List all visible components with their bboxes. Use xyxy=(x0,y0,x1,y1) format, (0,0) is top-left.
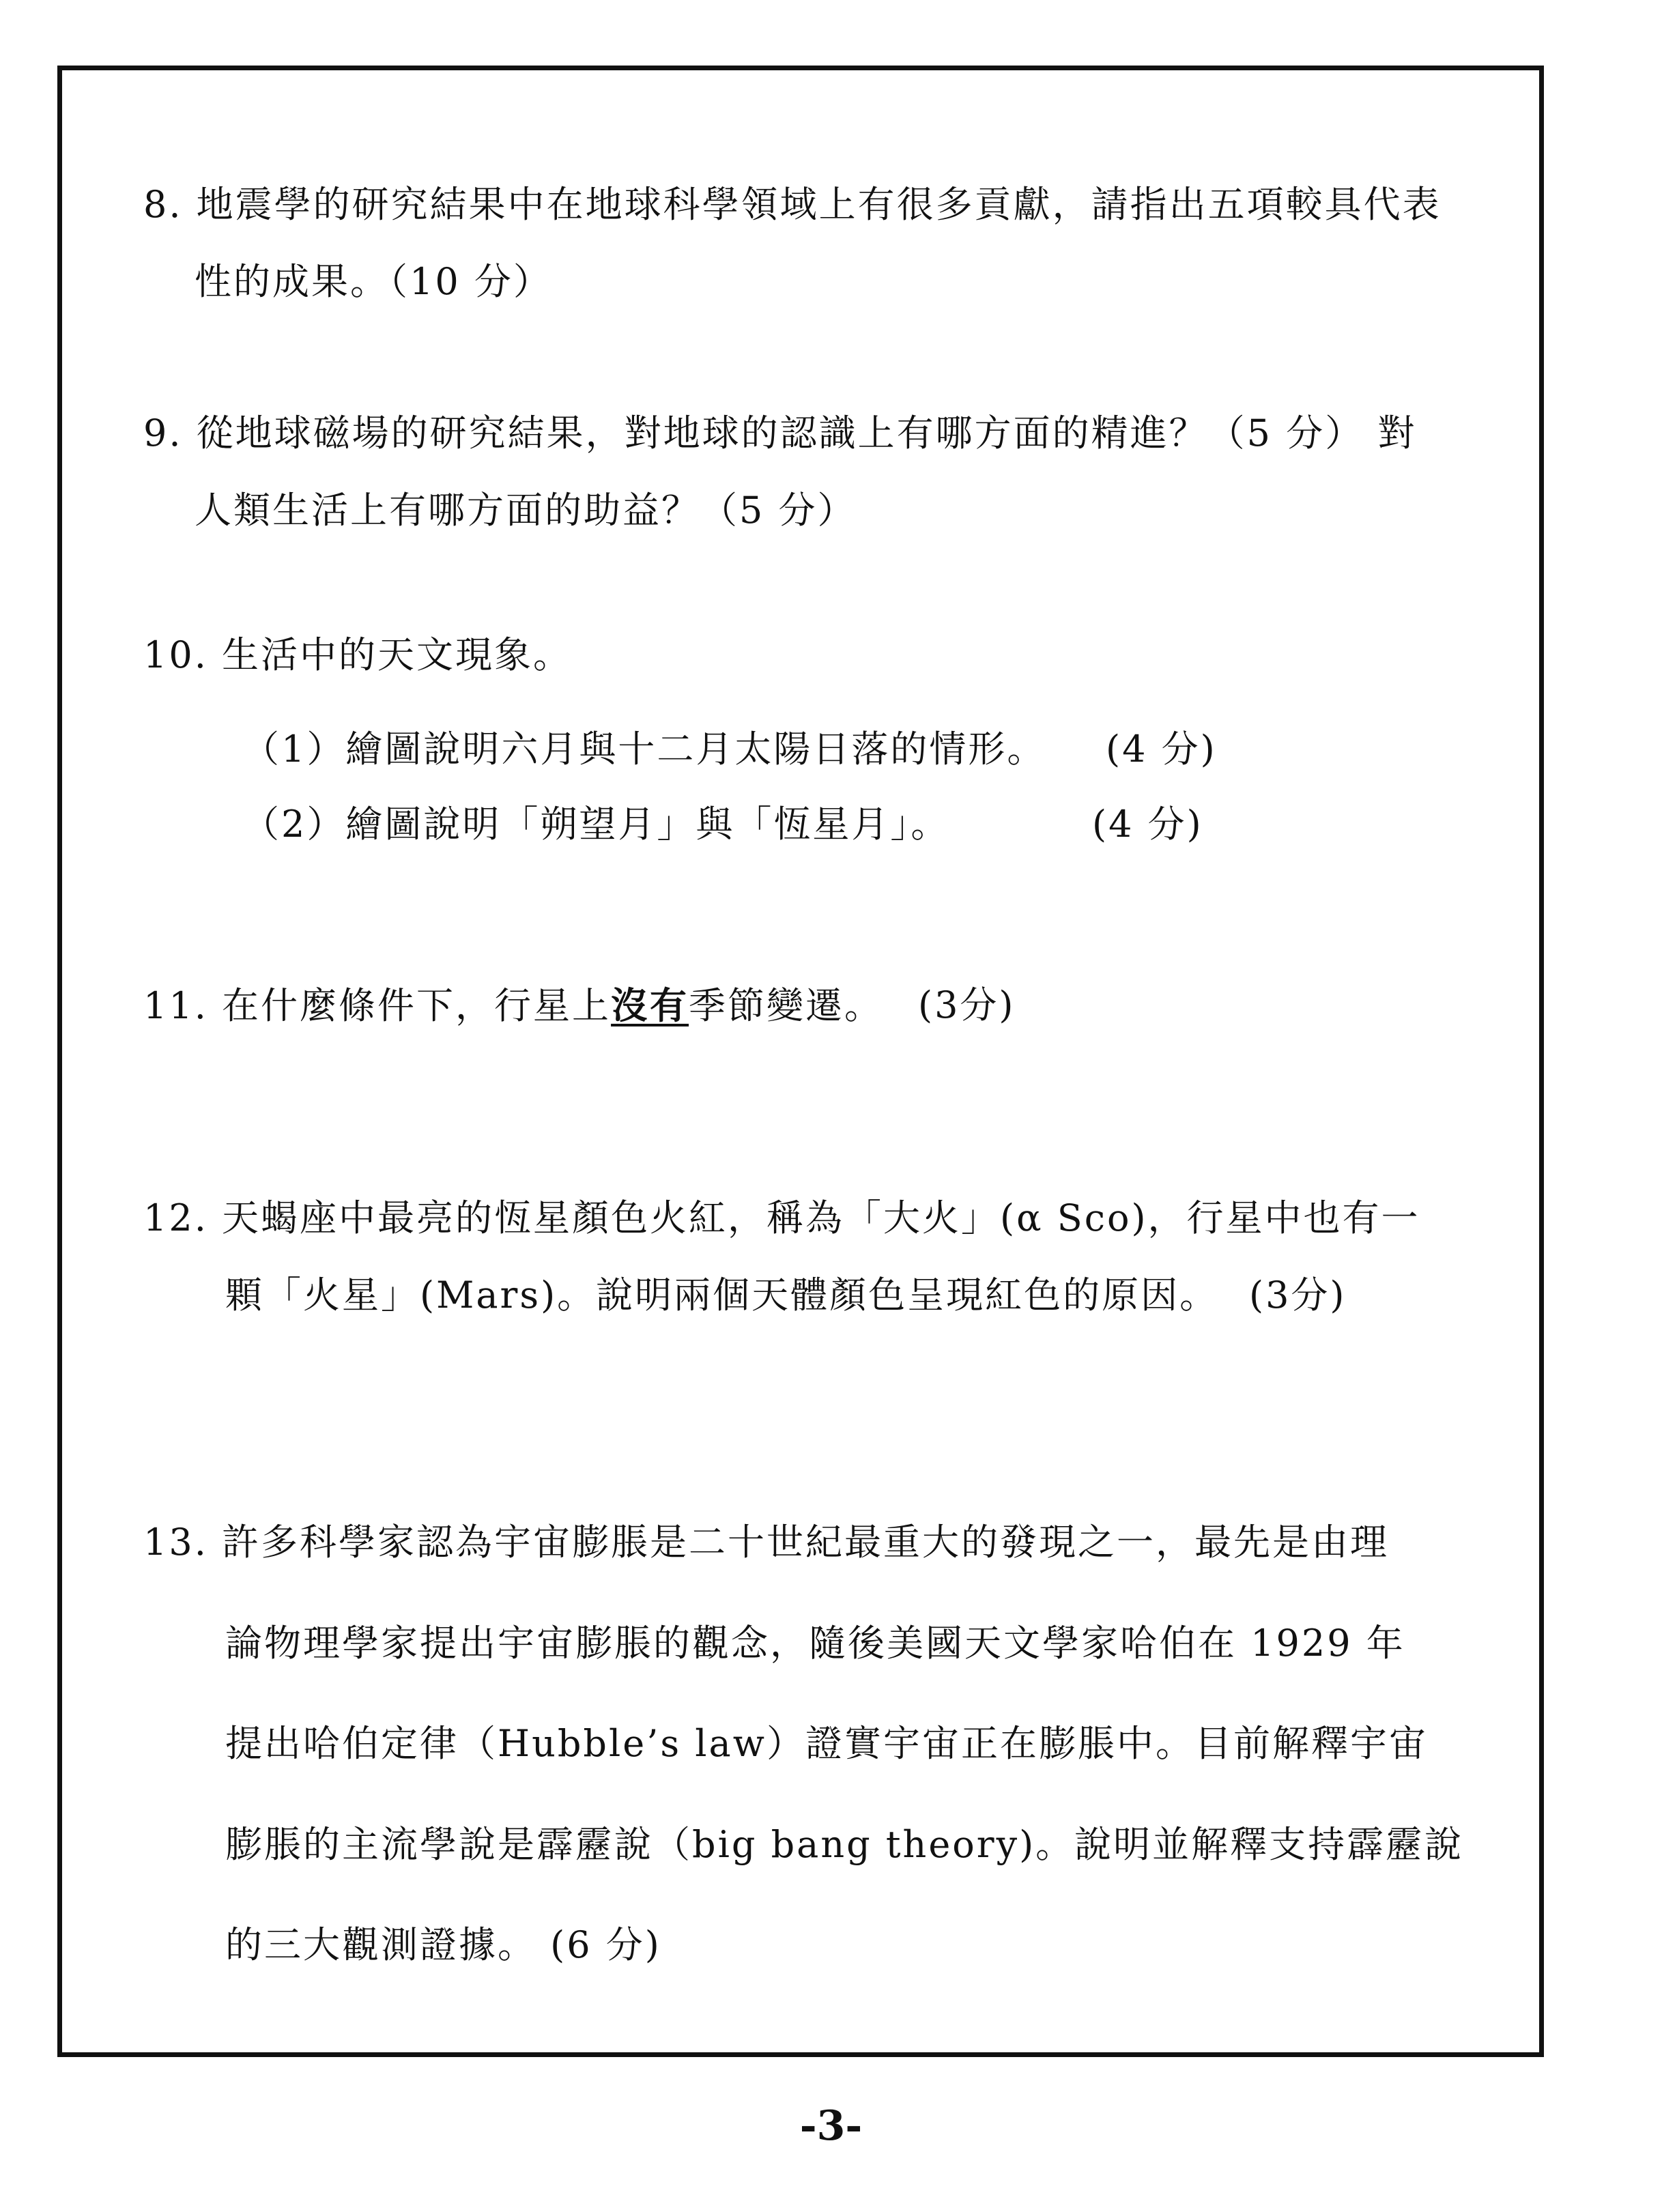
page-number: -3- xyxy=(799,2102,863,2150)
question-11-emphasis: 沒有 xyxy=(611,983,689,1027)
question-13-line-2: 論物理學家提出宇宙膨脹的觀念，隨後美國天文學家哈伯在 1929 年 xyxy=(225,1622,1405,1665)
question-11-before: 11. 在什麼條件下，行星上 xyxy=(143,984,612,1027)
question-13-line-1: 13. 許多科學家認為宇宙膨脹是二十世紀最重大的發現之一，最先是由理 xyxy=(143,1521,1390,1564)
question-11-after: 季節變遷。 xyxy=(689,984,884,1027)
question-8-line-1: 8. 地震學的研究結果中在地球科學領域上有很多貢獻，請指出五項較具代表 xyxy=(143,183,1442,226)
question-13-line-3: 提出哈伯定律（Hubble’s law）證實宇宙正在膨脹中。目前解釋宇宙 xyxy=(225,1722,1428,1765)
question-10-stem: 10. 生活中的天文現象。 xyxy=(143,633,573,676)
question-13-line-5: 的三大觀測證據。 (6 分) xyxy=(225,1923,661,1966)
question-11-points: (3分) xyxy=(918,983,1016,1026)
question-11 xyxy=(143,981,883,1030)
question-10-sub-2: （2）繪圖說明「朔望月」與「恆星月」。 xyxy=(242,803,950,846)
question-9-line-1: 9. 從地球磁場的研究結果，對地球的認識上有哪方面的精進？（5 分） 對 xyxy=(143,412,1417,455)
question-8-line-2: 性的成果。（10 分） xyxy=(195,260,552,303)
question-9-line-2: 人類生活上有哪方面的助益？（5 分） xyxy=(195,489,857,532)
question-10-sub-2-points: (4 分) xyxy=(1092,803,1203,846)
question-12-line-1: 12. 天蝎座中最亮的恆星顏色火紅，稱為「大火」(α Sco)，行星中也有一 xyxy=(143,1196,1420,1239)
question-12-points: (3分) xyxy=(1249,1274,1347,1317)
question-12-line-2: 顆「火星」(Mars)。說明兩個天體顏色呈現紅色的原因。 xyxy=(225,1274,1219,1317)
question-10-sub-1-points: (4 分) xyxy=(1106,728,1217,771)
question-13-line-4: 膨脹的主流學說是霹靂說（big bang theory)。說明並解釋支持霹靂說 xyxy=(225,1823,1464,1866)
question-10-sub-1: （1）繪圖說明六月與十二月太陽日落的情形。 xyxy=(242,728,1046,771)
